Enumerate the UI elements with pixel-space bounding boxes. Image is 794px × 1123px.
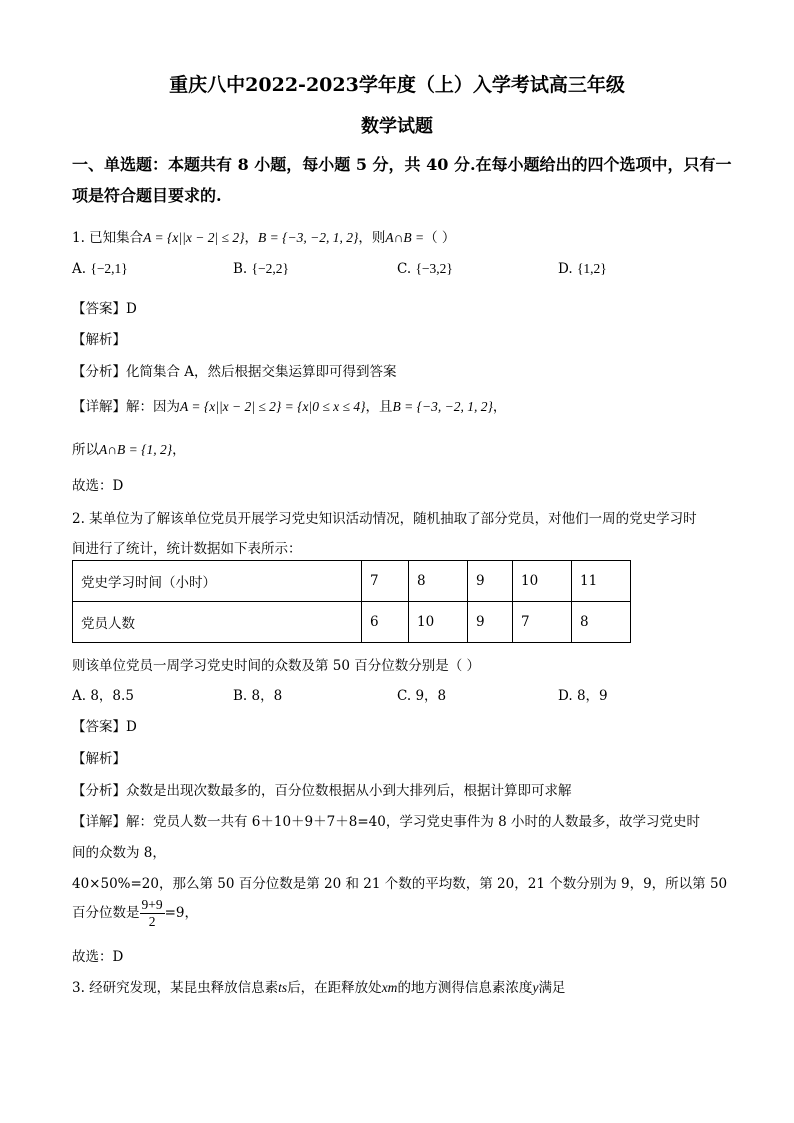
q2-fraction-denominator: 2: [148, 914, 156, 929]
q1-so: [72, 438, 186, 458]
q1-option-d-label: D.: [558, 261, 573, 277]
q3-x: xm: [381, 980, 398, 995]
q3-suffix: 满足: [538, 980, 566, 996]
table-row: [73, 602, 631, 643]
section-heading-line1: 一、单选题：本题共有 8 小题，每小题 5 分，共 40 分.在每小题给出的四个选项中，只有一: [72, 155, 732, 174]
q1-detail-math1: A = {x||x − 2| ≤ 2} = {x|0 ≤ x ≤ 4}: [180, 399, 366, 414]
q2-detail-line4-suffix: =9，: [164, 905, 199, 921]
table-cell: 7: [362, 561, 409, 602]
q1-option-b-label: B.: [233, 261, 248, 277]
q1-answer: 【答案】D: [72, 301, 137, 317]
q1-option-c-label: C.: [397, 261, 412, 277]
q1-option-d-value: {1,2}: [576, 261, 607, 276]
q1-choose: 故选：D: [72, 478, 124, 494]
page-title: 重庆八中2022-2023学年度（上）入学考试高三年级: [169, 74, 625, 96]
q1-option-a-value: {−2,1}: [90, 261, 128, 276]
q2-option-b-value: 8，8: [251, 688, 283, 704]
table-cell: 6: [362, 602, 409, 643]
q2-data-table: [72, 560, 631, 643]
q2-option-c-value: 9，8: [415, 688, 447, 704]
q2-detail-line2: 间的众数为 8，: [72, 845, 166, 861]
q2-stem-line2: 间进行了统计，统计数据如下表所示：: [72, 541, 302, 557]
q1-so-prefix: 所以: [72, 442, 99, 458]
q1-set-b: B = {−3, −2, 1, 2}: [257, 230, 359, 245]
section-heading-line2: 项是符合题目要求的.: [72, 186, 222, 205]
q2-option-c: [397, 684, 446, 704]
q2-fraction: [140, 897, 165, 930]
q2-question: 则该单位党员一周学习党史时间的众数及第 50 百分位数分别是（ ）: [72, 658, 481, 674]
q1-detail: [72, 395, 506, 415]
q2-option-c-label: C.: [397, 688, 412, 704]
q1-option-b: [233, 261, 289, 277]
table-row: [73, 561, 631, 602]
q1-stem: [72, 226, 455, 246]
table-cell: 9: [468, 602, 513, 643]
table-cell: 党史学习时间（小时）: [73, 561, 362, 602]
q1-then: ，则: [358, 230, 386, 246]
q3-stem: [72, 976, 565, 996]
q1-answer-bracket: （ ）: [424, 230, 456, 246]
q1-comma: ，: [244, 230, 258, 246]
q3-mid1: 后，在距释放处: [287, 980, 382, 996]
q2-jiexi: 【解析】: [72, 751, 126, 767]
q3-mid2: 的地方测得信息素浓度: [397, 980, 533, 996]
q1-detail-mid: ，且: [365, 399, 393, 415]
q1-prefix: 1. 已知集合: [72, 230, 144, 246]
q1-option-b-value: {−2,2}: [251, 261, 289, 276]
table-cell: 10: [409, 602, 468, 643]
q2-detail-line3: 40×50%=20，那么第 50 百分位数是第 20 和 21 个数的平均数，第 20，21 个数分别为 9，9，所以第 50: [72, 876, 728, 892]
table-cell: 11: [572, 561, 631, 602]
q2-option-a: [72, 684, 134, 704]
q2-analysis: 【分析】众数是出现次数最多的，百分位数根据从小到大排列后，根据计算即可求解: [72, 783, 572, 799]
q2-stem-line1: 2. 某单位为了解该单位党员开展学习党史知识活动情况，随机抽取了部分党员，对他们一周的党史学习时: [72, 511, 697, 527]
q2-option-a-label: A.: [72, 688, 87, 704]
q2-option-d-value: 8，9: [576, 688, 608, 704]
q1-set-a: A = {x||x − 2| ≤ 2}: [143, 230, 245, 245]
table-cell: 9: [468, 561, 513, 602]
table-cell: 8: [409, 561, 468, 602]
table-cell: 8: [572, 602, 631, 643]
q2-option-a-value: 8，8.5: [90, 688, 134, 704]
q1-option-a-label: A.: [72, 261, 87, 277]
q1-so-end: ，: [172, 442, 186, 458]
q2-choose: 故选：D: [72, 949, 124, 965]
table-cell: 7: [513, 602, 572, 643]
q3-y: y: [532, 980, 539, 995]
q1-option-d: [558, 261, 607, 277]
q2-fraction-numerator: 9+9: [141, 897, 163, 912]
q1-analysis: 【分析】化简集合 A，然后根据交集运算即可得到答案: [72, 364, 397, 380]
q1-detail-end: ，: [492, 399, 507, 415]
q2-option-b-label: B.: [233, 688, 248, 704]
q2-option-d: [558, 684, 608, 704]
table-cell: 10: [513, 561, 572, 602]
q1-jiexi: 【解析】: [72, 332, 126, 348]
page-subtitle: 数学试题: [361, 116, 433, 137]
q2-detail-line4: [72, 897, 198, 930]
q3-t: ts: [278, 980, 288, 995]
q2-detail-line1: 【详解】解：党员人数一共有 6＋10＋9＋7＋8=40，学习党史事件为 8 小时的人数最多，故学习党史时: [72, 814, 700, 830]
q1-option-c-value: {−3,2}: [415, 261, 453, 276]
q1-detail-prefix: 【详解】解：因为: [72, 399, 180, 415]
q1-expr: A∩B =: [385, 230, 425, 245]
q2-answer: 【答案】D: [72, 719, 137, 735]
q2-detail-line4-prefix: 百分位数是: [72, 905, 140, 921]
q1-detail-math2: B = {−3, −2, 1, 2}: [392, 399, 493, 414]
q1-option-a: [72, 261, 128, 277]
q1-option-c: [397, 261, 453, 277]
table-cell: 党员人数: [73, 602, 362, 643]
q1-so-math: A∩B = {1, 2}: [99, 442, 173, 457]
q3-prefix: 3. 经研究发现，某昆虫释放信息素: [72, 980, 279, 996]
q2-option-d-label: D.: [558, 688, 573, 704]
q2-option-b: [233, 684, 282, 704]
